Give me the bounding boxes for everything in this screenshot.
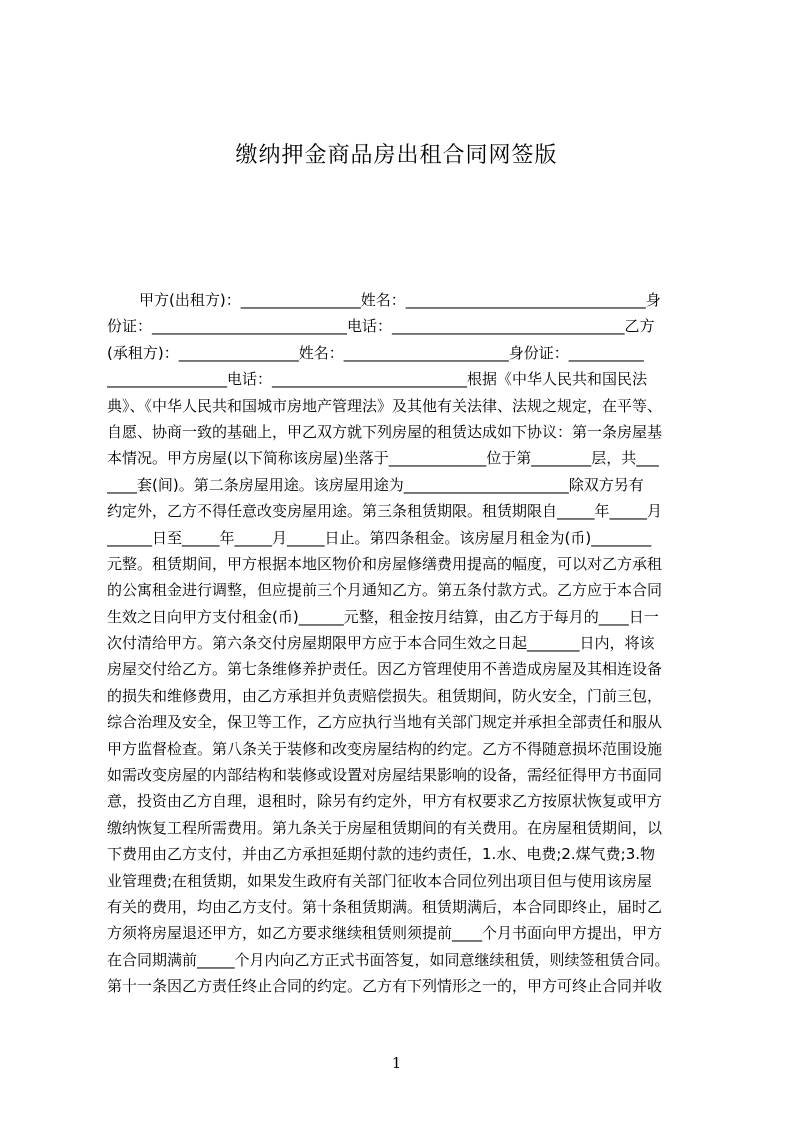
contract-text-line: 本情况。甲方房屋(以下简称该房屋)坐落于_____________位于第________层，共___ [107, 449, 659, 468]
contract-text-line: 典》、《中华人民共和国城市房地产管理法》及其他有关法律、法规之规定，在平等、 [107, 396, 663, 415]
contract-text-line: ______日至_____年_____月_____日止。第四条租金。该房屋月租金为(币)________ [107, 528, 652, 547]
contract-text-line: 业管理费;在租赁期，如果发生政府有关部门征收本合同位列出项目但与使用该房屋 [107, 871, 653, 890]
contract-text-line: 意，投资由乙方自理，退租时，除另有约定外，甲方有权要求乙方按原状恢复或甲方 [107, 792, 663, 811]
document-title: 缴纳押金商品房出租合同网签版 [235, 143, 558, 168]
contract-text-line: 下费用由乙方支付，并由乙方承担延期付款的违约责任，1.水、电费;2.煤气费;3.物 [107, 845, 656, 864]
contract-text-line: 自愿、协商一致的基础上，甲乙双方就下列房屋的租赁达成如下协议：第一条房屋基 [107, 422, 663, 441]
contract-text-line: (承租方)：________________姓名：______________________身份证：__________ [107, 343, 644, 362]
contract-text-line: 次付清给甲方。第六条交付房屋期限甲方应于本合同生效之日起_______日内，将该 [107, 634, 655, 653]
contract-text-line: 有关的费用，均由乙方支付。第十条租赁期满。租赁期满后，本合同即终止，届时乙 [107, 897, 663, 916]
contract-text-line: 缴纳恢复工程所需费用。第九条关于房屋租赁期间的有关费用。在房屋租赁期间，以 [107, 818, 663, 837]
contract-text-line: 房屋交付给乙方。第七条维修养护责任。因乙方管理使用不善造成房屋及其相连设备 [107, 660, 663, 679]
contract-text-line: 元整。租赁期间，甲方根据本地区物价和房屋修缮费用提高的幅度，可以对乙方承租 [107, 554, 663, 573]
contract-text-line: 方须将房屋退还甲方，如乙方要求继续租赁则须提前____个月书面向甲方提出，甲方 [107, 924, 663, 943]
contract-text-line: 份证：__________________________电话：_______________________________乙方 [107, 317, 655, 336]
contract-text-line: 综合治理及安全，保卫等工作，乙方应执行当地有关部门规定并承担全部责任和服从 [107, 713, 663, 732]
contract-text-line: 甲方(出租方)：________________姓名：________________________________身 [139, 291, 661, 309]
contract-body [107, 287, 703, 1000]
contract-text-line: 如需改变房屋的内部结构和装修或设置对房屋结果影响的设备，需经征得甲方书面同 [107, 766, 663, 785]
contract-text-line: 的公寓租金进行调整，但应提前三个月通知乙方。第五条付款方式。乙方应于本合同 [107, 581, 663, 600]
contract-text-line: 在合同期满前_____个月内向乙方正式书面答复，如同意继续租赁，则续签租赁合同。 [107, 950, 670, 969]
page-number: 1 [391, 1054, 402, 1072]
contract-text-line: ________________电话：__________________________根据《中华人民共和国民法 [107, 370, 648, 389]
contract-text-line: 生效之日向甲方支付租金(币)______元整，租金按月结算，由乙方于每月的____日一 [107, 607, 659, 626]
contract-text-line: ____套(间)。第二条房屋用途。该房屋用途为______________________除双方另有 [107, 475, 644, 494]
contract-text-line: 第十一条因乙方责任终止合同的约定。乙方有下列情形之一的，甲方可终止合同并收 [107, 977, 663, 996]
contract-text-line: 甲方监督检查。第八条关于装修和改变房屋结构的约定。乙方不得随意损坏范围设施 [107, 739, 663, 758]
contract-text-line: 的损失和维修费用，由乙方承担并负责赔偿损失。租赁期间，防火安全，门前三包， [107, 686, 663, 705]
contract-text-line: 约定外，乙方不得任意改变房屋用途。第三条租赁期限。租赁期限自_____年_____月 [107, 502, 663, 521]
